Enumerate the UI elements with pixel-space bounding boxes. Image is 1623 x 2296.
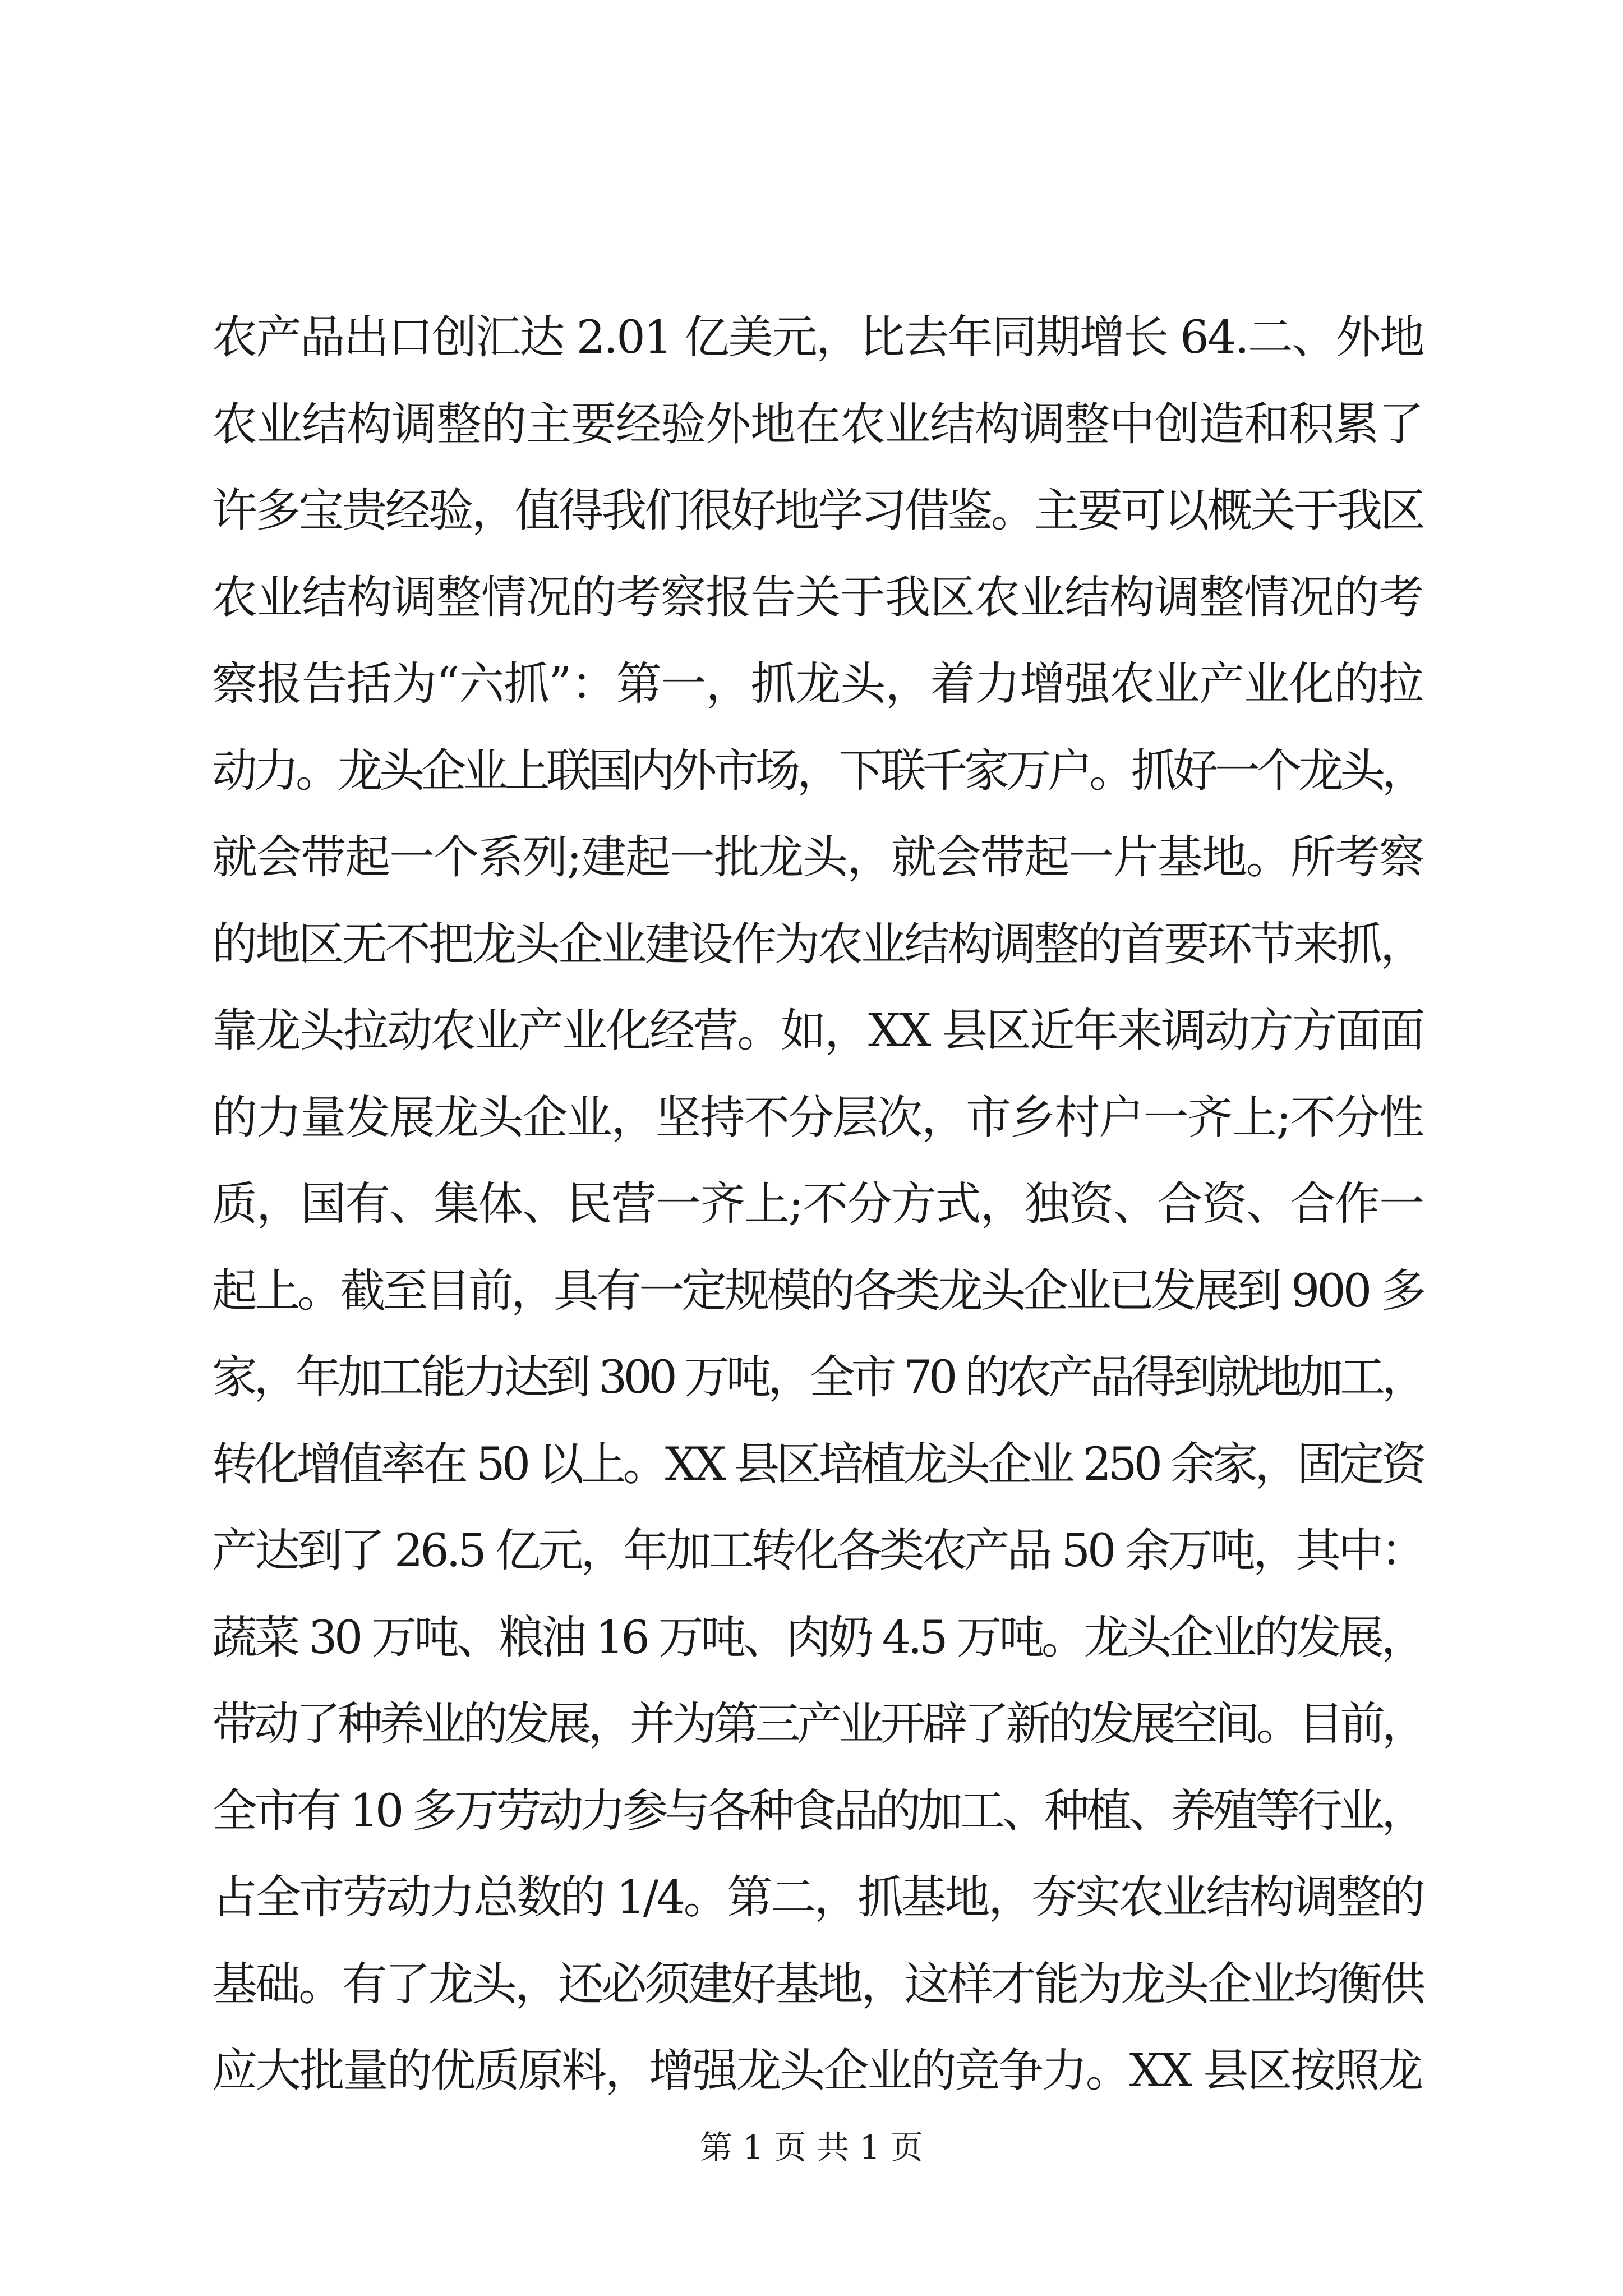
text-line: 动力。龙头企业上联国内外市场，下联千家万户。抓好一个龙头， [212,744,1423,798]
text-line: 的力量发展龙头企业，坚持不分层次，市乡村户一齐上;不分性 [212,1091,1423,1144]
text-line: 农业结构调整情况的考察报告关于我区农业结构调整情况的考 [212,571,1423,624]
text-line: 起上。截至目前，具有一定规模的各类龙头企业已发展到 900 多 [212,1264,1423,1318]
page-footer [0,2125,1623,2170]
text-line: 靠龙头拉动农业产业化经营。如，XX 县区近年来调动方方面面 [212,1005,1423,1057]
text-line: 质，国有、集体、民营一齐上;不分方式，独资、合资、合作一 [212,1178,1423,1231]
page-number-label: 第 1 页 共 1 页 [700,2128,923,2166]
text-line: 带动了种养业的发展，并为第三产业开辟了新的发展空间。目前， [212,1698,1423,1751]
text-line: 应大批量的优质原料，增强龙头企业的竞争力。XX 县区按照龙 [212,2045,1422,2097]
text-line: 察报告括为“六抓”：第一，抓龙头，着力增强农业产业化的拉 [212,658,1423,711]
text-line: 许多宝贵经验，值得我们很好地学习借鉴。主要可以概关于我区 [212,485,1423,537]
text-line: 全市有 10 多万劳动力参与各种食品的加工、种植、养殖等行业， [212,1784,1423,1838]
text-line: 家，年加工能力达到 300 万吨，全市 70 的农产品得到就地加工， [212,1351,1423,1404]
body-text [212,295,1423,2115]
text-line: 农产品出口创汇达 2.01 亿美元，比去年同期增长 64.二、外地 [212,311,1423,364]
text-line: 农业结构调整的主要经验外地在农业结构调整中创造和积累了 [212,398,1423,451]
text-line: 占全市劳动力总数的 1/4。第二，抓基地，夯实农业结构调整的 [212,1871,1423,1924]
text-line: 就会带起一个系列;建起一批龙头，就会带起一片基地。所考察 [212,831,1423,884]
text-line: 的地区无不把龙头企业建设作为农业结构调整的首要环节来抓， [212,918,1423,971]
text-line: 基础。有了龙头，还必须建好基地，这样才能为龙头企业均衡供 [212,1958,1423,2011]
text-line: 蔬菜 30 万吨、粮油 16 万吨、肉奶 4.5 万吨。龙头企业的发展， [212,1611,1423,1664]
text-line: 产达到了 26.5 亿元，年加工转化各类农产品 50 余万吨，其中： [212,1525,1423,1577]
text-line: 转化增值率在 50 以上。XX 县区培植龙头企业 250 余家，固定资 [212,1438,1423,1491]
